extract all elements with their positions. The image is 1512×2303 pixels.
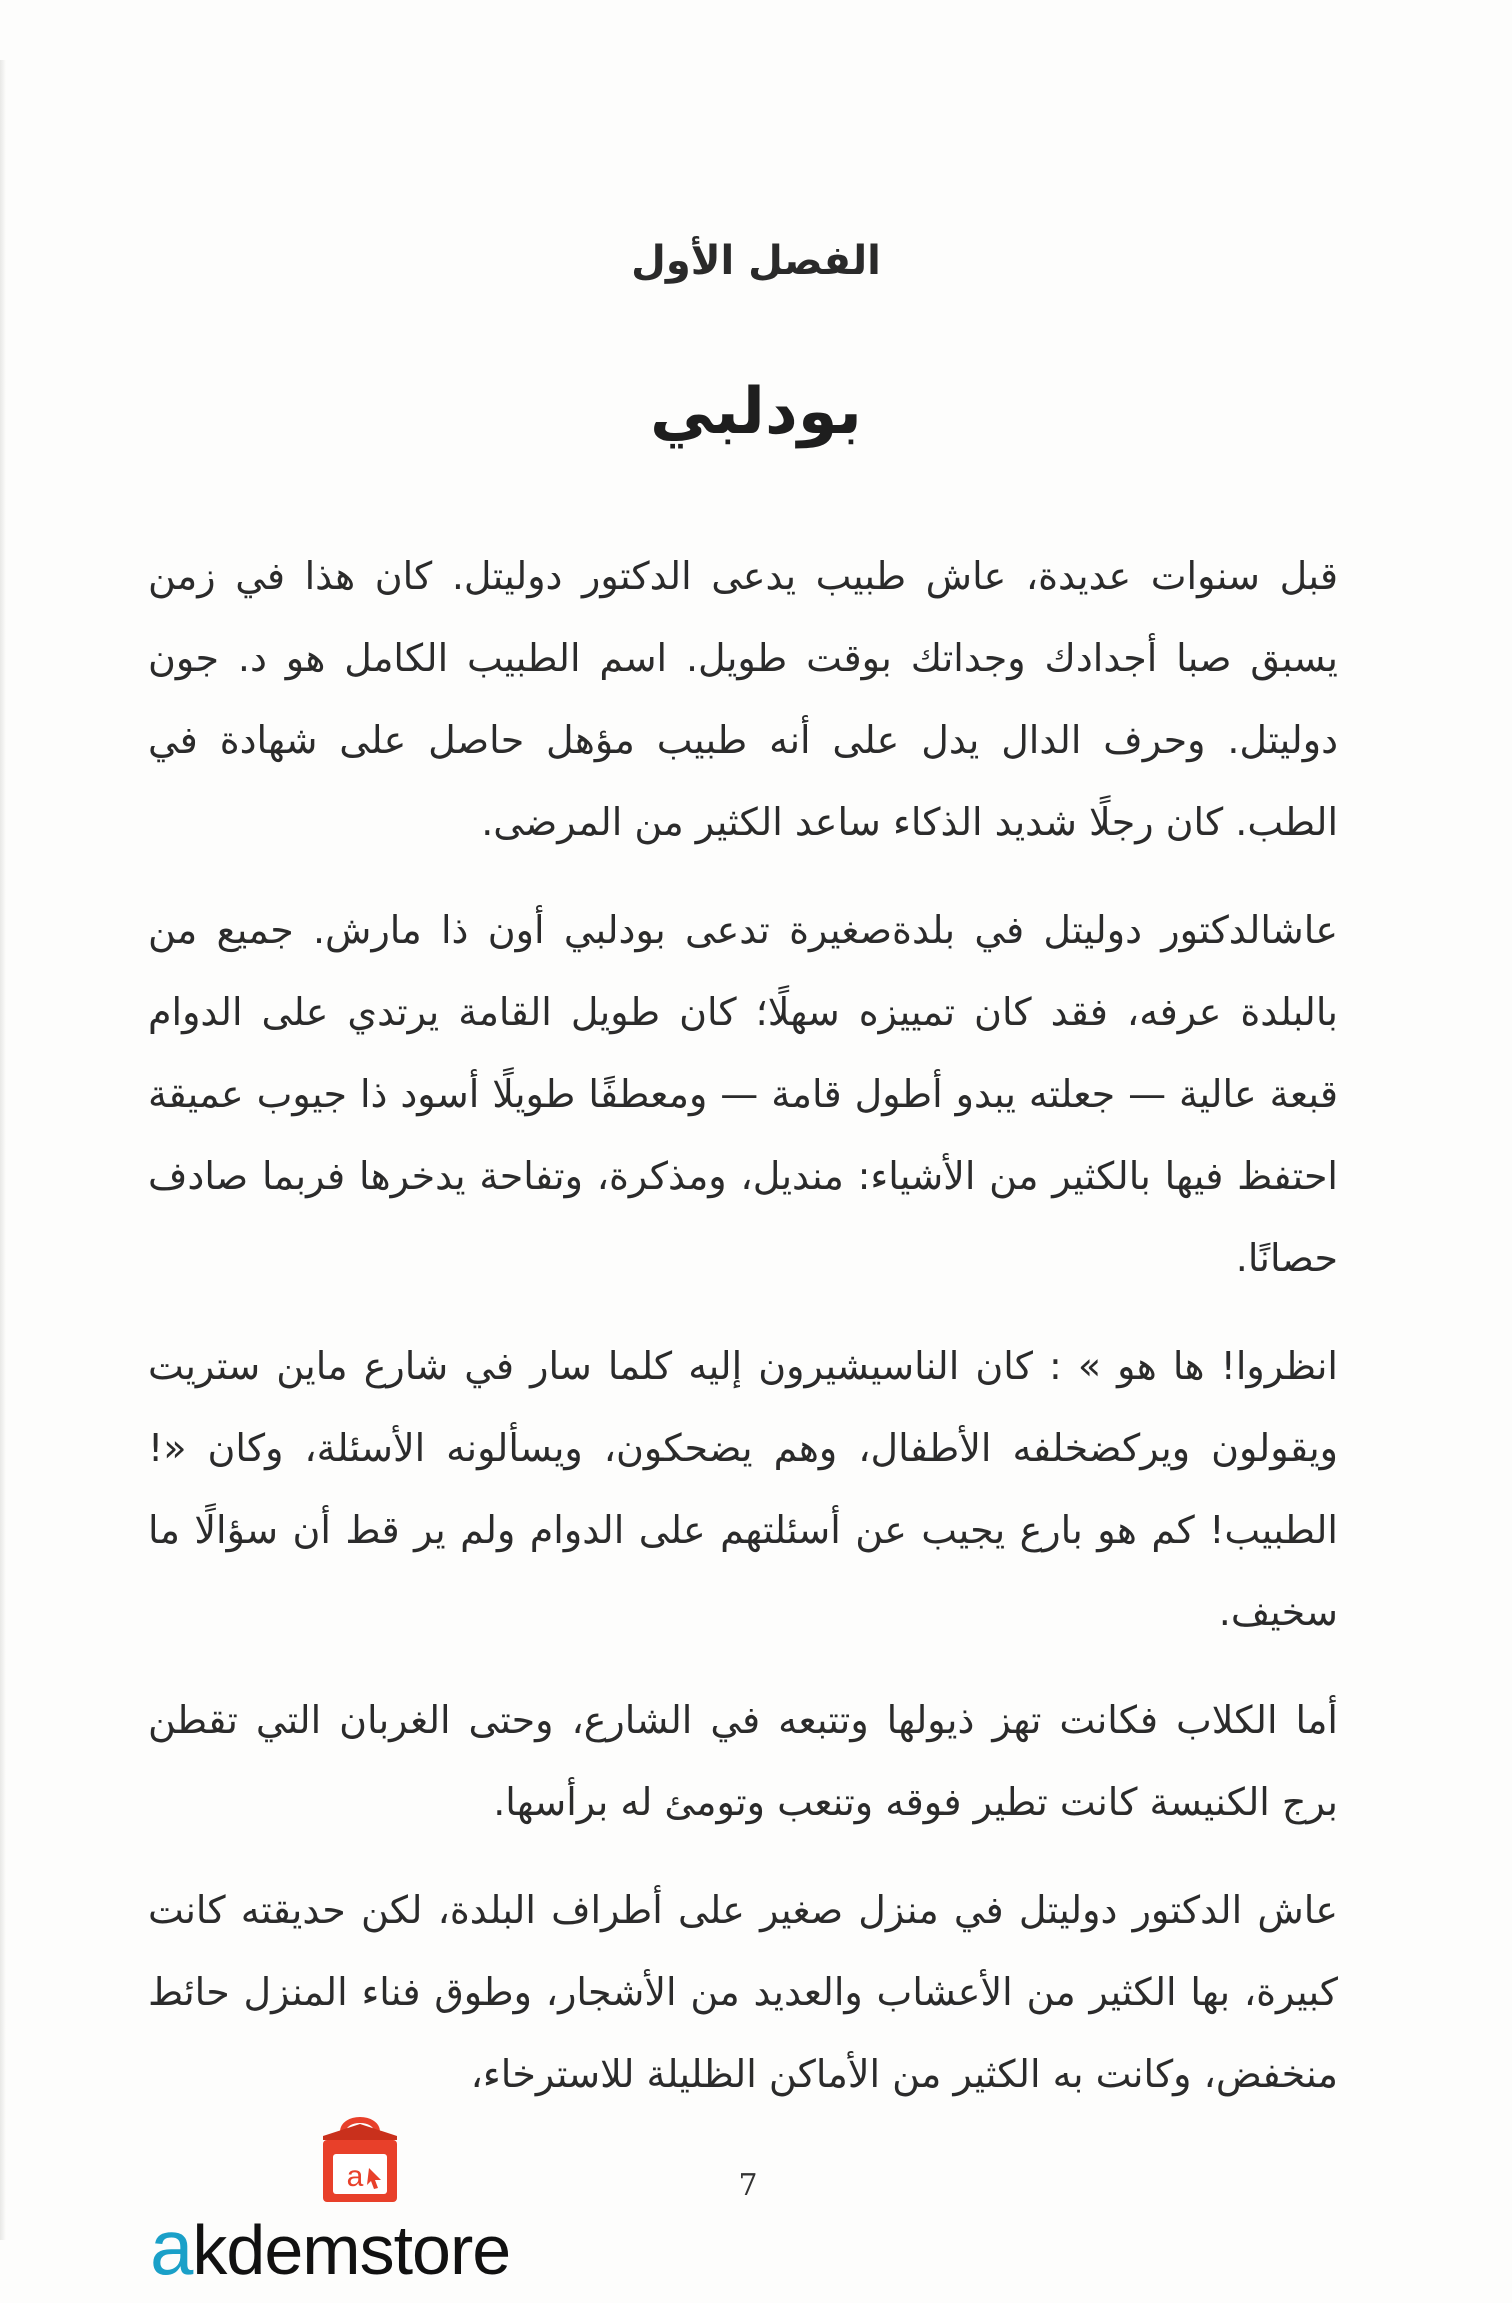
logo-wordmark xyxy=(150,2202,510,2293)
chapter-body xyxy=(148,535,1338,2141)
paragraph: انظروا! ها هو » : كان الناسيشيرون إليه كلما سار في شارع ماين ستريت ويقولون ويركضخلفه الأطفال، وهم يضحكون، ويسألونه الأسئلة، وكان «! الطبيب! كم هو بارع يجيب عن أسئلتهم على الدوام ولم ير قط أن سؤالًا ما سخيف. xyxy=(148,1344,1338,1634)
akdemstore-logo xyxy=(150,2110,580,2291)
paragraph: أما الكلاب فكانت تهز ذيولها وتتبعه في الشارع، وحتى الغربان التي تقطن برج الكنيسة كانت تطير فوقه وتنعب وتومئ له برأسها. xyxy=(148,1698,1338,1824)
logo-first-letter: a xyxy=(150,2203,193,2291)
shopping-bag-icon xyxy=(315,2110,405,2205)
chapter-title: بودلبي xyxy=(650,375,862,449)
paragraph: عاش الدكتور دوليتل في منزل صغير على أطراف البلدة، لكن حديقته كانت كبيرة، بها الكثير من الأعشاب والعديد من الأشجار، وطوق فناء المنزل حائط منخفض، وكانت به الكثير من الأماكن الظليلة للاسترخاء، xyxy=(148,1888,1338,2096)
paragraph: قبل سنوات عديدة، عاش طبيب يدعى الدكتور دوليتل. كان هذا في زمن يسبق صبا أجدادك وجداتك بوقت طويل. اسم الطبيب الكامل هو د. جون دوليتل. وحرف الدال يدل على أنه طبيب مؤهل حاصل على شهادة في الطب. كان رجلًا شديد الذكاء ساعد الكثير من المرضى. xyxy=(148,554,1338,844)
page-number: 7 xyxy=(738,2168,758,2203)
chapter-label: الفصل الأول xyxy=(631,238,881,284)
logo-rest-text: kdemstore xyxy=(192,2211,511,2289)
logo-icon-letter: a xyxy=(346,2160,364,2193)
paragraph: عاشالدكتور دوليتل في بلدةصغيرة تدعى بودلبي أون ذا مارش. جميع من بالبلدة عرفه، فقد كان تمييزه سهلًا؛ كان طويل القامة يرتدي على الدوام قبعة عالية — جعلته يبدو أطول قامة — ومعطفًا طويلًا أسود ذا جيوب عميقة احتفظ فيها بالكثير من الأشياء: منديل، ومذكرة، وتفاحة يدخرها فربما صادف حصانًا. xyxy=(148,908,1338,1280)
